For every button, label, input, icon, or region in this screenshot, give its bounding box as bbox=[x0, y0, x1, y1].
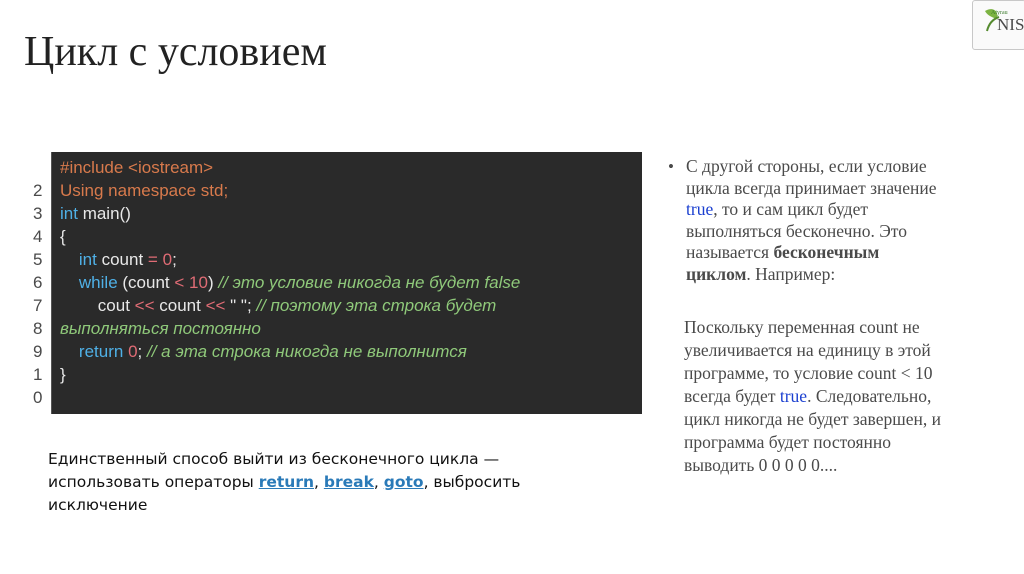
code-text: cout bbox=[97, 296, 135, 315]
body-text: С другой стороны, если условие цикла всегда принимает значение bbox=[686, 156, 937, 198]
operator: < bbox=[174, 273, 185, 292]
code-text: ; bbox=[172, 250, 177, 269]
code-text: count bbox=[96, 250, 148, 269]
code-text: ; bbox=[246, 296, 257, 315]
separator: , bbox=[314, 473, 324, 491]
code-line bbox=[60, 248, 177, 271]
true-keyword: true bbox=[686, 199, 714, 219]
keyword: int bbox=[78, 250, 97, 269]
indent bbox=[60, 342, 79, 361]
line-number: 0 bbox=[33, 388, 43, 407]
line-number: 9 bbox=[33, 342, 43, 361]
code-line bbox=[60, 225, 66, 248]
link-break[interactable]: break bbox=[323, 473, 374, 491]
body-text: . Например: bbox=[746, 263, 836, 284]
note-text: Единственный способ выйти из бесконечного цикла — использовать операторы bbox=[48, 450, 500, 491]
bullet-text bbox=[686, 156, 948, 285]
body-text: . Следовательно, цикл никогда не будет завершен, и программа будет постоянно выводить 0 0 0 0 0.... bbox=[684, 386, 941, 475]
code-comment: // это условие никогда не будет false bbox=[218, 273, 521, 292]
line-number: 8 bbox=[33, 319, 43, 338]
code-line bbox=[60, 271, 520, 294]
operator: = bbox=[147, 250, 158, 269]
code-line bbox=[60, 202, 131, 225]
code-text: { bbox=[60, 227, 66, 246]
line-number-gutter bbox=[30, 152, 52, 414]
bullet-dot-icon: • bbox=[668, 157, 674, 176]
true-keyword: true bbox=[779, 386, 808, 406]
note-text: , выбросить исключение bbox=[48, 473, 521, 514]
line-number: 3 bbox=[33, 204, 43, 223]
code-block bbox=[30, 152, 642, 414]
separator: , bbox=[373, 473, 384, 491]
slide-title: Цикл с условием bbox=[24, 29, 327, 75]
code-line bbox=[60, 179, 228, 202]
operator: << bbox=[205, 296, 226, 315]
indent bbox=[60, 273, 79, 292]
logo-text: NIS bbox=[997, 15, 1024, 34]
line-number: 7 bbox=[33, 296, 43, 315]
code-text: ) bbox=[207, 273, 219, 292]
explanation-paragraph bbox=[684, 316, 954, 477]
school-logo bbox=[972, 0, 1024, 50]
indent bbox=[60, 250, 79, 269]
indent bbox=[60, 296, 98, 315]
number-literal: 0 bbox=[128, 342, 138, 361]
code-line bbox=[60, 317, 261, 340]
code-line bbox=[60, 340, 467, 363]
code-text: (count bbox=[117, 273, 175, 292]
code-comment: // поэтому эта строка будет bbox=[256, 296, 497, 315]
body-text: , то и сам цикл будет выполняться бесконечно. Это называется bbox=[686, 199, 907, 262]
number-literal: 0 bbox=[162, 250, 173, 269]
keyword: return bbox=[78, 342, 124, 361]
body-text: Поскольку переменная count не увеличивается на единицу в этой программе, то условие count < 10 всегда будет bbox=[684, 317, 933, 406]
line-number: 5 bbox=[33, 250, 43, 269]
line-number: 4 bbox=[33, 227, 43, 246]
exit-note bbox=[48, 448, 528, 517]
code-text: main() bbox=[77, 204, 131, 223]
code-comment: // а эта строка никогда не выполнится bbox=[146, 342, 467, 361]
code-text: ; bbox=[137, 342, 147, 361]
keyword: while bbox=[78, 273, 118, 292]
operator: << bbox=[134, 296, 155, 315]
link-return[interactable]: return bbox=[258, 473, 314, 491]
code-text: } bbox=[60, 365, 66, 384]
logo-subtitle: Atyrau bbox=[991, 10, 1008, 16]
number-literal: 10 bbox=[189, 273, 208, 292]
code-line bbox=[60, 156, 213, 179]
namespace-statement: Using namespace std; bbox=[60, 181, 229, 200]
code-comment: выполняться постоянно bbox=[60, 319, 261, 338]
code-line bbox=[60, 363, 66, 386]
string-literal: " " bbox=[225, 296, 247, 315]
line-number: 1 bbox=[33, 365, 43, 384]
line-number: 6 bbox=[33, 273, 43, 292]
keyword: int bbox=[60, 204, 78, 223]
bold-term: бесконечным циклом bbox=[686, 242, 880, 284]
line-number: 2 bbox=[33, 181, 43, 200]
code-text: count bbox=[154, 296, 206, 315]
preprocessor-directive: #include <iostream> bbox=[60, 158, 214, 177]
link-goto[interactable]: goto bbox=[383, 473, 424, 491]
code-line bbox=[60, 294, 496, 317]
